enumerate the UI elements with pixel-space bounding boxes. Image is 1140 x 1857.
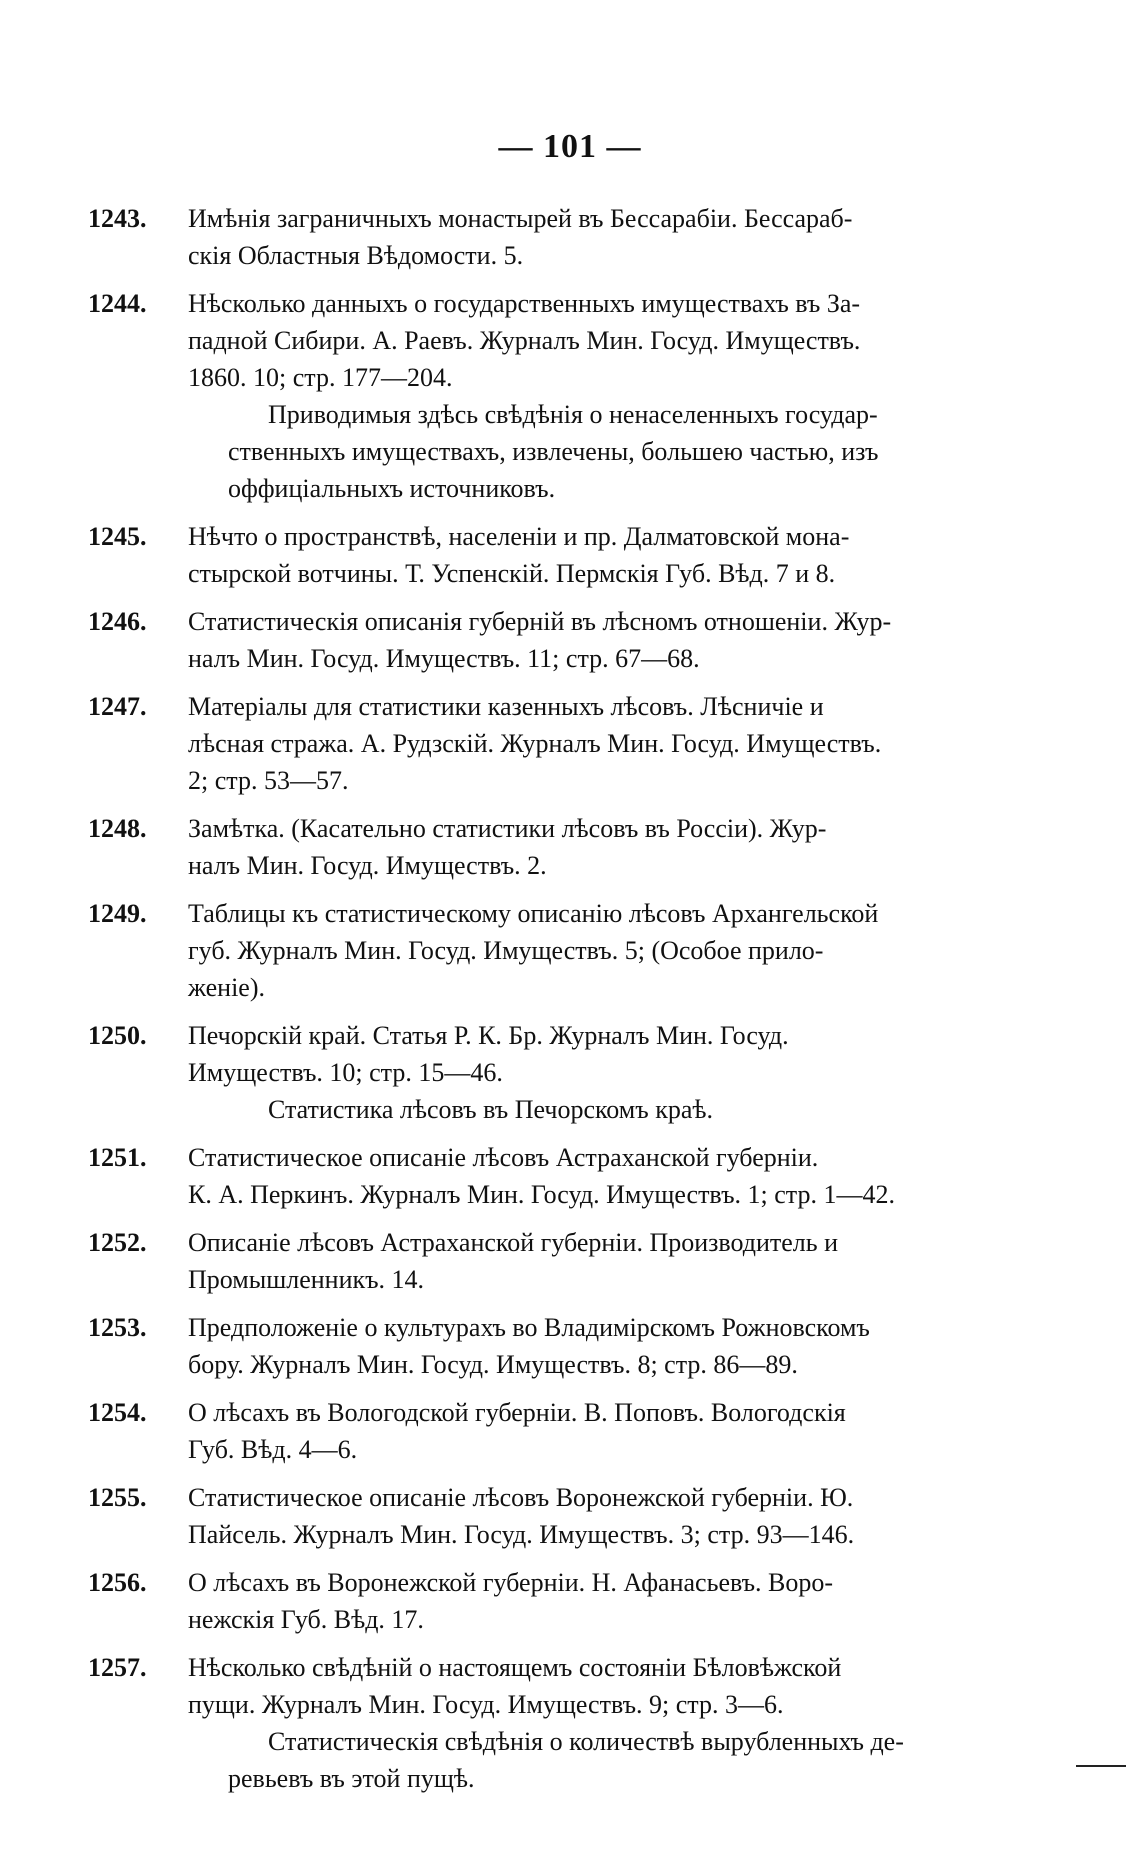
entry-continuation-line: [88, 932, 1008, 969]
entry-text: женіе).: [188, 973, 265, 1002]
entry-annotation: Статистика лѣсовъ въ Печорскомъ краѣ.: [268, 1095, 713, 1124]
entry-annotation: Статистическія свѣдѣнія о количествѣ вырубленныхъ де-: [268, 1727, 904, 1756]
bibliography-entry: [88, 1394, 1008, 1468]
entry-text: падной Сибири. А. Раевъ. Журналъ Мин. Госуд. Имуществъ.: [188, 326, 861, 355]
entry-annotation: ревьевъ въ этой пущѣ.: [228, 1764, 475, 1793]
entry-first-line: [88, 810, 1008, 847]
entry-number: 1249.: [88, 899, 147, 928]
bibliography-entry: [88, 1309, 1008, 1383]
bibliography-entry: [88, 895, 1008, 1006]
entry-number: 1243.: [88, 204, 147, 233]
entry-annotation: Приводимыя здѣсь свѣдѣнія о ненаселенныхъ государ-: [268, 400, 878, 429]
entry-continuation-line: [88, 1601, 1008, 1638]
entry-number: 1254.: [88, 1398, 147, 1427]
bibliography-entry: [88, 810, 1008, 884]
entry-first-line: [88, 688, 1008, 725]
entry-text: Матеріалы для статистики казенныхъ лѣсовъ. Лѣсничіе и: [188, 692, 824, 721]
entry-annotation: оффиціальныхъ источниковъ.: [228, 474, 556, 503]
entry-number: 1255.: [88, 1483, 147, 1512]
entry-number: 1244.: [88, 289, 147, 318]
entry-continuation-line: [88, 969, 1008, 1006]
margin-rule: [1076, 1765, 1126, 1767]
entry-text: Губ. Вѣд. 4—6.: [188, 1435, 358, 1464]
entry-continuation-line: [88, 1686, 1008, 1723]
entry-continuation-line: [88, 322, 1008, 359]
entry-text: налъ Мин. Госуд. Имуществъ. 11; стр. 67—68.: [188, 644, 700, 673]
entry-text: Статистическое описаніе лѣсовъ Астраханской губерніи.: [188, 1143, 819, 1172]
entry-first-line: [88, 895, 1008, 932]
entry-continuation-line: [88, 237, 1008, 274]
entry-number: 1253.: [88, 1313, 147, 1342]
entry-first-line: [88, 200, 1008, 237]
entry-first-line: [88, 1017, 1008, 1054]
bibliography-entry: [88, 1479, 1008, 1553]
entry-continuation-line: [88, 1176, 1008, 1213]
bibliography-entry: [88, 603, 1008, 677]
entry-text: Нѣчто о пространствѣ, населеніи и пр. Далматовской мона-: [188, 522, 850, 551]
bibliography-list: [88, 200, 1008, 1808]
entry-number: 1252.: [88, 1228, 147, 1257]
bibliography-entry: [88, 1017, 1008, 1128]
entry-text: Нѣсколько свѣдѣній о настоящемъ состояніи Бѣловѣжской: [188, 1653, 842, 1682]
page-number: — 101 —: [498, 128, 642, 165]
entry-number: 1248.: [88, 814, 147, 843]
entry-number: 1256.: [88, 1568, 147, 1597]
entry-first-line: [88, 518, 1008, 555]
bibliography-entry: [88, 1649, 1008, 1797]
bibliography-entry: [88, 1224, 1008, 1298]
entry-text: лѣсная стража. А. Рудзскій. Журналъ Мин. Госуд. Имуществъ.: [188, 729, 882, 758]
entry-first-line: [88, 1309, 1008, 1346]
entry-text: О лѣсахъ въ Вологодской губерніи. В. Поповъ. Вологодскія: [188, 1398, 846, 1427]
entry-text: Промышленникъ. 14.: [188, 1265, 425, 1294]
bibliography-entry: [88, 285, 1008, 507]
entry-text: налъ Мин. Госуд. Имуществъ. 2.: [188, 851, 547, 880]
entry-number: 1250.: [88, 1021, 147, 1050]
entry-text: губ. Журналъ Мин. Госуд. Имуществъ. 5; (Особое прило-: [188, 936, 824, 965]
entry-first-line: [88, 1394, 1008, 1431]
entry-text: Статистическое описаніе лѣсовъ Воронежской губерніи. Ю.: [188, 1483, 854, 1512]
entry-continuation-line: [88, 1261, 1008, 1298]
entry-first-line: [88, 1224, 1008, 1261]
entry-text: Описаніе лѣсовъ Астраханской губерніи. Производитель и: [188, 1228, 839, 1257]
entry-continuation-line: [88, 1431, 1008, 1468]
entry-text: 2; стр. 53—57.: [188, 766, 349, 795]
entry-continuation-line: [88, 1516, 1008, 1553]
entry-text: бору. Журналъ Мин. Госуд. Имуществъ. 8; стр. 86—89.: [188, 1350, 798, 1379]
entry-first-line: [88, 1479, 1008, 1516]
entry-text: Имѣнія заграничныхъ монастырей въ Бессарабіи. Бессараб-: [188, 204, 853, 233]
entry-continuation-line: [88, 847, 1008, 884]
entry-number: 1247.: [88, 692, 147, 721]
entry-continuation-line: [88, 725, 1008, 762]
bibliography-entry: [88, 1139, 1008, 1213]
entry-first-line: [88, 1649, 1008, 1686]
entry-continuation-line: [88, 1346, 1008, 1383]
entry-text: скія Областныя Вѣдомости. 5.: [188, 241, 524, 270]
entry-continuation-line: [88, 762, 1008, 799]
entry-number: 1251.: [88, 1143, 147, 1172]
entry-text: Имуществъ. 10; стр. 15—46.: [188, 1058, 503, 1087]
entry-text: О лѣсахъ въ Воронежской губерніи. Н. Афанасьевъ. Воро-: [188, 1568, 834, 1597]
entry-first-line: [88, 1564, 1008, 1601]
entry-text: К. А. Перкинъ. Журналъ Мин. Госуд. Имуществъ. 1; стр. 1—42.: [188, 1180, 895, 1209]
entry-text: нежскія Губ. Вѣд. 17.: [188, 1605, 424, 1634]
entry-text: 1860. 10; стр. 177—204.: [188, 363, 453, 392]
entry-number: 1245.: [88, 522, 147, 551]
entry-text: Замѣтка. (Касательно статистики лѣсовъ въ Россіи). Жур-: [188, 814, 827, 843]
bibliography-entry: [88, 1564, 1008, 1638]
entry-continuation-line: [88, 555, 1008, 592]
entry-first-line: [88, 1139, 1008, 1176]
entry-continuation-line: [88, 640, 1008, 677]
bibliography-entry: [88, 518, 1008, 592]
entry-annotation: ственныхъ имуществахъ, извлечены, большею частью, изъ: [228, 437, 879, 466]
entry-number: 1246.: [88, 607, 147, 636]
entry-text: Нѣсколько данныхъ о государственныхъ имуществахъ въ За-: [188, 289, 861, 318]
entry-text: Таблицы къ статистическому описанію лѣсовъ Архангельской: [188, 899, 879, 928]
entry-text: Пайсель. Журналъ Мин. Госуд. Имуществъ. 3; стр. 93—146.: [188, 1520, 855, 1549]
entry-text: стырской вотчины. Т. Успенскій. Пермскія Губ. Вѣд. 7 и 8.: [188, 559, 836, 588]
entry-number: 1257.: [88, 1653, 147, 1682]
entry-text: Статистическія описанія губерній въ лѣсномъ отношеніи. Жур-: [188, 607, 892, 636]
entry-text: пущи. Журналъ Мин. Госуд. Имуществъ. 9; стр. 3—6.: [188, 1690, 784, 1719]
entry-continuation-line: [88, 1054, 1008, 1091]
bibliography-entry: [88, 688, 1008, 799]
entry-continuation-line: [88, 359, 1008, 396]
entry-first-line: [88, 603, 1008, 640]
entry-text: Печорскій край. Статья Р. К. Бр. Журналъ Мин. Госуд.: [188, 1021, 789, 1050]
entry-first-line: [88, 285, 1008, 322]
entry-text: Предположеніе о культурахъ во Владимірскомъ Рожновскомъ: [188, 1313, 870, 1342]
bibliography-entry: [88, 200, 1008, 274]
